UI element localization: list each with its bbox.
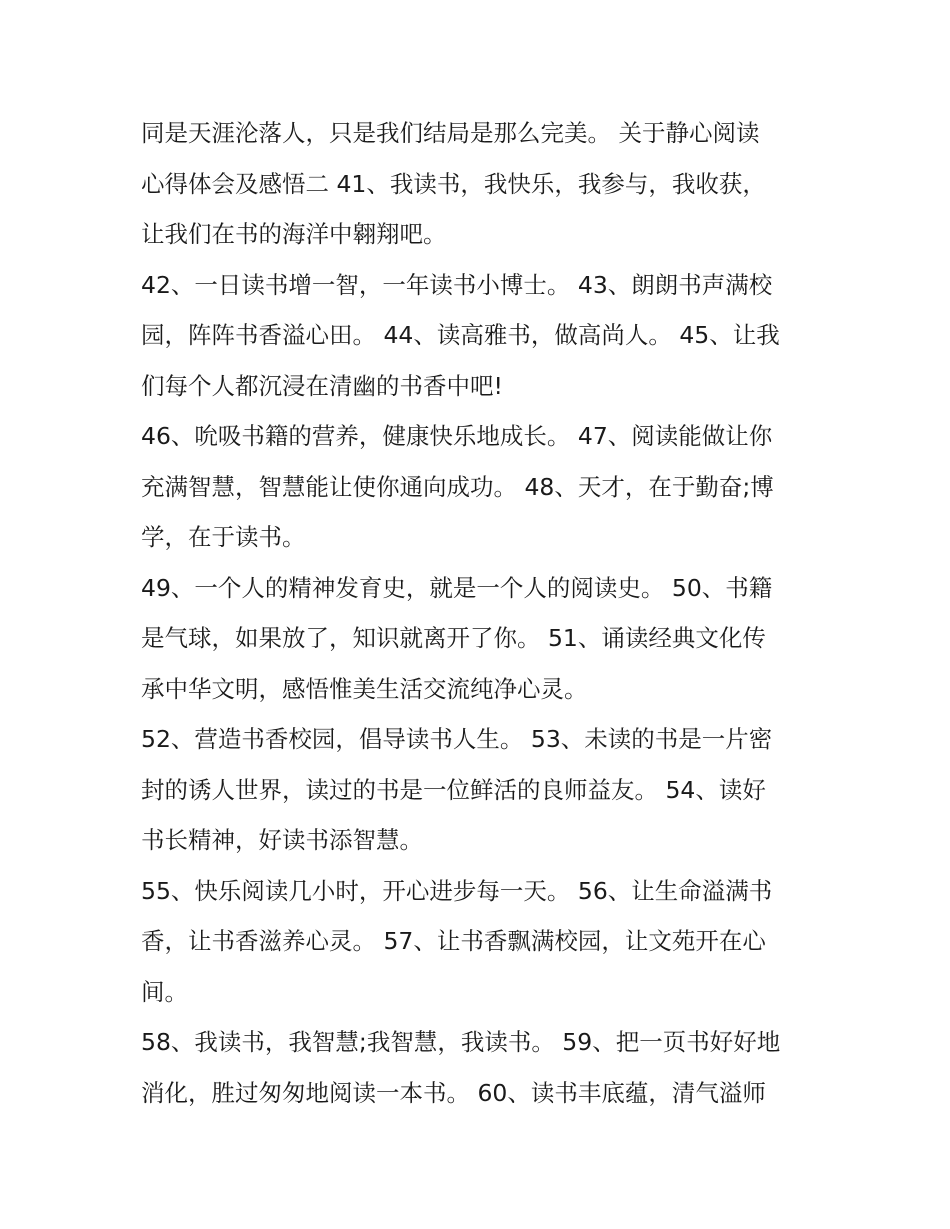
text-line: 52、营造书香校园，倡导读书人生。 53、未读的书是一片密: [141, 725, 773, 753]
text-line: 封的诱人世界，读过的书是一位鲜活的良师益友。 54、读好: [141, 775, 766, 804]
text-line: 55、快乐阅读几小时，开心进步每一天。 56、让生命溢满书: [141, 876, 773, 905]
text-line: 充满智慧，智慧能让使你通向成功。 48、天才，在于勤奋;博: [141, 472, 774, 501]
text-line: 书长精神，好读书添智慧。: [141, 826, 423, 854]
text-line: 让我们在书的海洋中翱翔吧。: [141, 220, 447, 248]
text-line: 58、我读书，我智慧;我智慧，我读书。 59、把一页书好好地: [141, 1028, 781, 1056]
text-line: 心得体会及感悟二 41、我读书，我快乐，我参与，我收获，: [141, 169, 766, 198]
text-line: 香，让书香滋养心灵。 57、让书香飘满校园，让文苑开在心: [141, 927, 766, 955]
body-text: [141, 108, 811, 1118]
text-line: 间。: [141, 977, 188, 1006]
text-line: 学，在于读书。: [141, 523, 306, 551]
text-line: 46、吮吸书籍的营养，健康快乐地成长。 47、阅读能做让你: [141, 422, 773, 450]
text-line: 是气球，如果放了，知识就离开了你。 51、诵读经典文化传: [141, 624, 766, 652]
text-line: 49、一个人的精神发育史，就是一个人的阅读史。 50、书籍: [141, 573, 773, 602]
text-line: 承中华文明，感悟惟美生活交流纯净心灵。: [141, 674, 588, 703]
text-line: 们每个人都沉浸在清幽的书香中吧!: [141, 371, 503, 400]
text-line: 园，阵阵书香溢心田。 44、读高雅书，做高尚人。 45、让我: [141, 321, 780, 349]
text-line: 同是天涯沦落人，只是我们结局是那么完美。 关于静心阅读: [141, 119, 760, 147]
text-line: 消化，胜过匆匆地阅读一本书。 60、读书丰底蕴，清气溢师: [141, 1078, 766, 1107]
text-line: 42、一日读书增一智，一年读书小博士。 43、朗朗书声满校: [141, 270, 773, 299]
